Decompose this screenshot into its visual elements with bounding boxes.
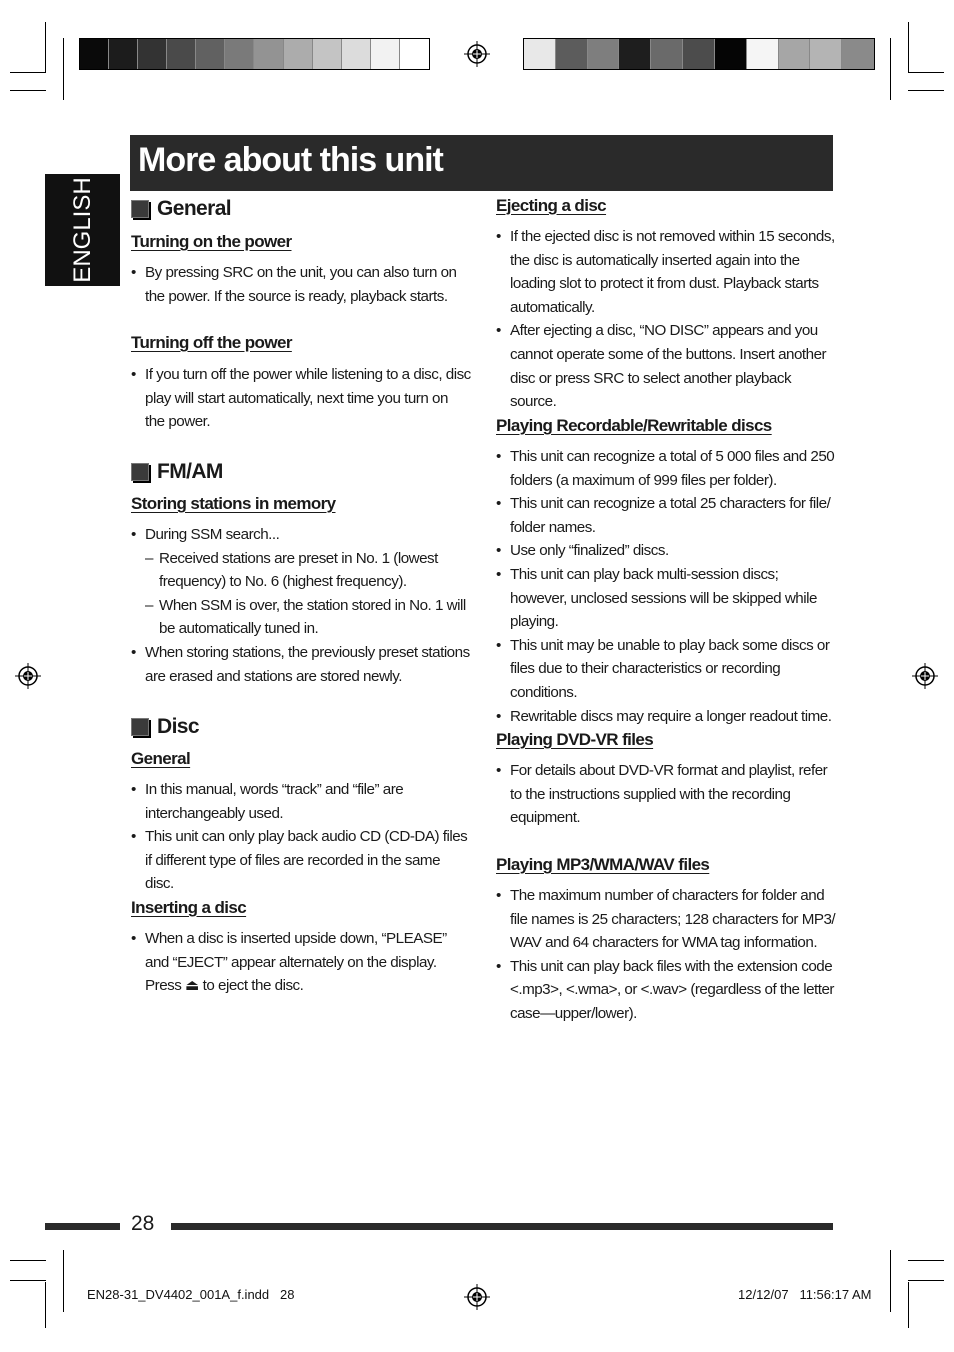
left-color-bar xyxy=(79,38,430,70)
list-item: • After ejecting a disc, “NO DISC” appears and you cannot operate some of the buttons. Insert another disc or press SRC to select another playback source. xyxy=(496,319,836,413)
list-dvdvr-files xyxy=(496,759,836,830)
sub-list-item-text: Received stations are preset in No. 1 (lowest frequency) to No. 6 (highest frequency). xyxy=(159,549,438,591)
section-heading-general xyxy=(131,197,231,221)
color-swatch xyxy=(619,39,651,69)
crop-mark xyxy=(908,22,909,72)
registration-mark-icon xyxy=(912,663,938,689)
color-swatch xyxy=(588,39,620,69)
list-mp3-files xyxy=(496,884,836,1026)
color-swatch xyxy=(810,39,842,69)
page-number: 28 xyxy=(131,1212,155,1235)
crop-mark xyxy=(45,1282,46,1328)
list-item: • The maximum number of characters for folder and file names is 25 characters; 128 characters for MP3/ WAV and 64 characters for WMA tag information. xyxy=(496,884,836,955)
color-swatch xyxy=(715,39,747,69)
crop-mark xyxy=(63,38,64,100)
section-square-icon xyxy=(131,463,149,481)
eject-icon: ⏏ xyxy=(185,977,199,995)
subheading-ejecting-disc: Ejecting a disc xyxy=(496,196,607,215)
list-item: • If you turn off the power while listening to a disc, disc play will start automatically, next time you turn on the power. xyxy=(131,363,471,434)
subheading-disc-general: General xyxy=(131,749,191,768)
list-item: • In this manual, words “track” and “file” are interchangeably used. xyxy=(131,778,471,825)
crop-mark xyxy=(908,90,944,91)
crop-mark xyxy=(10,90,46,91)
color-swatch xyxy=(167,39,196,69)
list-inserting-disc xyxy=(131,927,471,998)
list-item: • This unit can only play back audio CD (CD-DA) files if different type of files are recorded in the same disc. xyxy=(131,825,471,896)
section-heading-text: General xyxy=(157,197,232,220)
color-swatch xyxy=(196,39,225,69)
crop-mark xyxy=(10,72,46,73)
section-heading-text: Disc xyxy=(157,715,199,738)
footer-rule-right xyxy=(171,1223,833,1230)
registration-mark-icon xyxy=(464,1284,490,1310)
list-recordable-discs xyxy=(496,445,836,728)
list-ejecting-disc xyxy=(496,225,836,414)
crop-mark xyxy=(908,72,944,73)
list-item xyxy=(131,927,471,998)
sub-list-item xyxy=(145,547,471,594)
section-heading-fmam xyxy=(131,460,223,484)
registration-mark-icon xyxy=(464,41,490,67)
list-item: • This unit can play back multi-session discs; however, unclosed sessions will be skipped while playing. xyxy=(496,563,836,634)
color-swatch xyxy=(254,39,283,69)
crop-mark xyxy=(890,1250,891,1312)
list-item: • This unit can play back files with the extension code <.mp3>, <.wma>, or <.wav> (regardless of the letter case—upper/lower). xyxy=(496,955,836,1026)
crop-mark xyxy=(10,1260,46,1261)
list-item: • This unit can recognize a total 25 characters for file/ folder names. xyxy=(496,492,836,539)
section-square-icon xyxy=(131,200,149,218)
crop-mark xyxy=(63,1250,64,1312)
list-turning-on xyxy=(131,261,471,308)
crop-mark xyxy=(908,1282,909,1328)
color-swatch xyxy=(779,39,811,69)
sub-list-item-text: When SSM is over, the station stored in No. 1 will be automatically tuned in. xyxy=(159,596,466,638)
section-square-icon xyxy=(131,718,149,736)
color-swatch xyxy=(371,39,400,69)
color-swatch xyxy=(138,39,167,69)
crop-mark xyxy=(10,1280,46,1281)
registration-mark-icon xyxy=(15,663,41,689)
right-color-bar xyxy=(523,38,875,70)
color-swatch xyxy=(842,39,874,69)
crop-mark xyxy=(45,22,46,72)
color-swatch xyxy=(524,39,556,69)
subheading-turning-on: Turning on the power xyxy=(131,232,292,251)
color-swatch xyxy=(400,39,429,69)
list-item: • Rewritable discs may require a longer readout time. xyxy=(496,705,836,729)
slug-date-info: 12/12/07 11:56:17 AM xyxy=(738,1287,872,1302)
list-item-text: When a disc is inserted upside down, “PLEASE” and “EJECT” appear alternately on the display. Press xyxy=(145,930,447,995)
list-item-text: During SSM search... xyxy=(145,526,280,543)
slug-file-info: EN28-31_DV4402_001A_f.indd 28 xyxy=(87,1287,295,1302)
color-swatch xyxy=(747,39,779,69)
list-item: • This unit may be unable to play back some discs or files due to their characteristics or recording conditions. xyxy=(496,634,836,705)
color-swatch xyxy=(225,39,254,69)
list-turning-off xyxy=(131,363,471,434)
sub-list-item xyxy=(145,594,471,641)
list-item: • When storing stations, the previously preset stations are erased and stations are stored newly. xyxy=(131,641,471,688)
section-heading-disc xyxy=(131,715,199,739)
subheading-turning-off: Turning off the power xyxy=(131,333,292,352)
color-swatch xyxy=(284,39,313,69)
sub-list xyxy=(145,547,471,641)
list-item: • For details about DVD-VR format and playlist, refer to the instructions supplied with the recording equipment. xyxy=(496,759,836,830)
crop-mark xyxy=(908,1260,944,1261)
subheading-storing-stations: Storing stations in memory xyxy=(131,494,336,513)
list-item: • If the ejected disc is not removed within 15 seconds, the disc is automatically inserted again into the loading slot to protect it from dust. Playback starts automatically. xyxy=(496,225,836,319)
language-tab-label: ENGLISH xyxy=(68,177,96,283)
list-item: • By pressing SRC on the unit, you can also turn on the power. If the source is ready, playback starts. xyxy=(131,261,471,308)
list-item xyxy=(131,523,471,641)
subheading-dvdvr-files: Playing DVD-VR files xyxy=(496,730,654,749)
color-swatch xyxy=(109,39,138,69)
footer-rule-left xyxy=(45,1223,120,1230)
subheading-recordable-discs: Playing Recordable/Rewritable discs xyxy=(496,416,772,435)
title-band xyxy=(130,135,833,191)
language-tab xyxy=(45,174,120,286)
list-storing-stations xyxy=(131,523,471,688)
subheading-inserting-disc: Inserting a disc xyxy=(131,898,247,917)
list-item: • Use only “finalized” discs. xyxy=(496,539,836,563)
page-title: More about this unit xyxy=(138,141,443,179)
crop-mark xyxy=(908,1280,944,1281)
crop-mark xyxy=(890,38,891,100)
list-disc-general xyxy=(131,778,471,896)
list-item: • This unit can recognize a total of 5 000 files and 250 folders (a maximum of 999 files per folder). xyxy=(496,445,836,492)
color-swatch xyxy=(556,39,588,69)
color-swatch xyxy=(342,39,371,69)
list-item-text: to eject the disc. xyxy=(198,977,304,995)
color-swatch xyxy=(683,39,715,69)
color-swatch xyxy=(80,39,109,69)
color-swatch xyxy=(313,39,342,69)
color-swatch xyxy=(651,39,683,69)
subheading-mp3-files: Playing MP3/WMA/WAV files xyxy=(496,855,710,874)
section-heading-text: FM/AM xyxy=(157,460,223,483)
